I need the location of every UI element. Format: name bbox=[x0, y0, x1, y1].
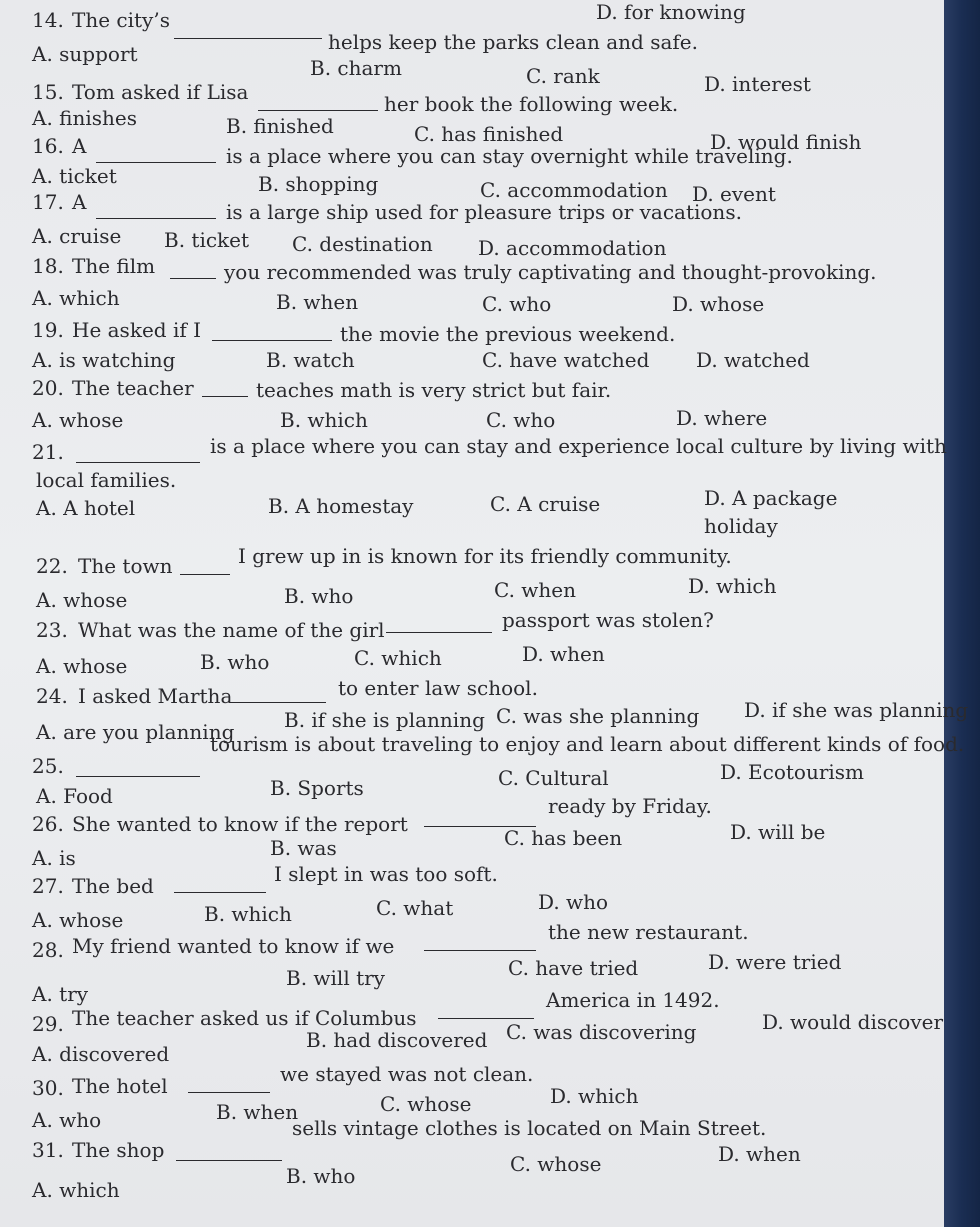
question-number: 23. bbox=[36, 618, 68, 642]
question-number: 25. bbox=[32, 754, 64, 778]
option-c[interactable]: C. accommodation bbox=[480, 178, 668, 202]
option-c[interactable]: C. have tried bbox=[508, 956, 639, 980]
question-number: 24. bbox=[36, 684, 68, 708]
question-text-before: What was the name of the girl bbox=[78, 618, 385, 642]
question-number: 26. bbox=[32, 812, 64, 836]
question-text-after: is a large ship used for pleasure trips or vacations. bbox=[226, 200, 742, 224]
question-text-before: The bed bbox=[72, 874, 154, 898]
option-b[interactable]: B. charm bbox=[310, 56, 402, 80]
option-d[interactable]: D. will be bbox=[730, 820, 826, 844]
question-number: 31. bbox=[32, 1138, 64, 1162]
option-c[interactable]: C. has been bbox=[504, 826, 623, 850]
question-number: 28. bbox=[32, 938, 64, 962]
question-number: 16. bbox=[32, 134, 64, 158]
question-number: 14. bbox=[32, 8, 64, 32]
answer-blank[interactable] bbox=[174, 22, 322, 42]
question-number: 29. bbox=[32, 1012, 64, 1036]
question-text-before: Tom asked if Lisa bbox=[72, 80, 249, 104]
question-text-after: is a place where you can stay overnight while traveling. bbox=[226, 144, 793, 168]
option-a[interactable]: A. Food bbox=[36, 784, 113, 808]
option-a[interactable]: A. who bbox=[32, 1108, 102, 1132]
option-a[interactable]: A. whose bbox=[32, 408, 124, 432]
option-c[interactable]: C. who bbox=[486, 408, 556, 432]
question-text-before: My friend wanted to know if we bbox=[72, 934, 395, 958]
question-text-after: we stayed was not clean. bbox=[280, 1062, 534, 1086]
question-text-before: The film bbox=[72, 254, 156, 278]
option-c[interactable]: C. when bbox=[494, 578, 577, 602]
option-b[interactable]: B. who bbox=[284, 584, 354, 608]
question-text-after: to enter law school. bbox=[338, 676, 538, 700]
answer-blank[interactable] bbox=[76, 446, 200, 466]
option-c[interactable]: C. what bbox=[376, 896, 454, 920]
option-d[interactable]: D. would finish bbox=[710, 130, 862, 154]
answer-blank[interactable] bbox=[438, 1002, 534, 1022]
option-a[interactable]: A. is bbox=[32, 846, 76, 870]
answer-blank[interactable] bbox=[386, 616, 492, 636]
question-number: 15. bbox=[32, 80, 64, 104]
option-b[interactable]: B. when bbox=[276, 290, 359, 314]
option-a[interactable]: A. is watching bbox=[32, 348, 176, 372]
question-text-before: The town bbox=[78, 554, 173, 578]
question-number: 30. bbox=[32, 1076, 64, 1100]
option-a[interactable]: A. finishes bbox=[32, 106, 138, 130]
answer-blank[interactable] bbox=[176, 1144, 282, 1164]
option-d[interactable]: D. Ecotourism bbox=[720, 760, 865, 784]
option-a[interactable]: A. whose bbox=[36, 654, 128, 678]
question-text-after: tourism is about traveling to enjoy and learn about different kinds of food. bbox=[210, 732, 965, 756]
option-d[interactable]: D. interest bbox=[704, 72, 811, 96]
answer-blank[interactable] bbox=[96, 202, 216, 222]
answer-blank[interactable] bbox=[76, 760, 200, 780]
option-d[interactable]: D. accommodation bbox=[478, 236, 667, 260]
question-text-before: She wanted to know if the report bbox=[72, 812, 408, 836]
option-b[interactable]: B. who bbox=[286, 1164, 356, 1188]
option-d[interactable]: D. if she was planning bbox=[744, 698, 969, 722]
question-text-after: is a place where you can stay and experience local culture by living with bbox=[210, 434, 947, 458]
option-b[interactable]: B. will try bbox=[286, 966, 385, 990]
option-d[interactable]: D. were tried bbox=[708, 950, 842, 974]
question-number: 17. bbox=[32, 190, 64, 214]
question-text-after: her book the following week. bbox=[384, 92, 679, 116]
option-c[interactable]: C. rank bbox=[526, 64, 600, 88]
option-b[interactable]: B. watch bbox=[266, 348, 355, 372]
option-b[interactable]: B. if she is planning bbox=[284, 708, 485, 732]
question-text-after: ready by Friday. bbox=[548, 794, 712, 818]
option-c[interactable]: C. whose bbox=[510, 1152, 602, 1176]
option-b[interactable]: B. which bbox=[204, 902, 292, 926]
answer-blank[interactable] bbox=[170, 262, 216, 282]
option-d[interactable]: D. event bbox=[692, 182, 776, 206]
answer-blank[interactable] bbox=[212, 324, 332, 344]
option-b[interactable]: B. had discovered bbox=[306, 1028, 488, 1052]
option-d[interactable]: D. when bbox=[718, 1142, 801, 1166]
option-c[interactable]: C. whose bbox=[380, 1092, 472, 1116]
option-b[interactable]: B. finished bbox=[226, 114, 334, 138]
option-a[interactable]: A. A hotel bbox=[36, 496, 136, 520]
option-d[interactable]: D. where bbox=[676, 406, 768, 430]
option-a[interactable]: A. are you planning bbox=[36, 720, 235, 744]
option-b[interactable]: B. which bbox=[280, 408, 368, 432]
option-c[interactable]: C. was she planning bbox=[496, 704, 700, 728]
option-d-continued: holiday bbox=[704, 514, 778, 538]
question-text-after: America in 1492. bbox=[546, 988, 720, 1012]
option-a[interactable]: A. whose bbox=[36, 588, 128, 612]
question-text-before: The teacher bbox=[72, 376, 194, 400]
answer-blank[interactable] bbox=[202, 380, 248, 400]
option-a[interactable]: A. whose bbox=[32, 908, 124, 932]
question-number: 27. bbox=[32, 874, 64, 898]
option-d[interactable]: D. who bbox=[538, 890, 609, 914]
option-a[interactable]: A. support bbox=[32, 42, 138, 66]
question-text-after: you recommended was truly captivating and thought-provoking. bbox=[224, 260, 877, 284]
answer-blank[interactable] bbox=[174, 876, 266, 896]
question-number: 22. bbox=[36, 554, 68, 578]
answer-blank[interactable] bbox=[230, 686, 326, 706]
question-text-after: I slept in was too soft. bbox=[274, 862, 498, 886]
background-edge bbox=[944, 0, 980, 1227]
question-text-before: A bbox=[72, 190, 87, 214]
option-b[interactable]: B. ticket bbox=[164, 228, 250, 252]
option-b[interactable]: B. who bbox=[200, 650, 270, 674]
option-c[interactable]: C. A cruise bbox=[490, 492, 601, 516]
option-c[interactable]: C. was discovering bbox=[506, 1020, 697, 1044]
option-c[interactable]: C. have watched bbox=[482, 348, 650, 372]
option-c[interactable]: C. has finished bbox=[414, 122, 564, 146]
option-a[interactable]: A. try bbox=[32, 982, 89, 1006]
option-d[interactable]: D. whose bbox=[672, 292, 765, 316]
answer-blank[interactable] bbox=[96, 146, 216, 166]
option-d[interactable]: D. when bbox=[522, 642, 605, 666]
question-text-before: A bbox=[72, 134, 87, 158]
question-text-before: The shop bbox=[72, 1138, 165, 1162]
question-number: 19. bbox=[32, 318, 64, 342]
option-c[interactable]: C. destination bbox=[292, 232, 433, 256]
partial-option-top: D. for knowing bbox=[596, 0, 746, 24]
question-number: 21. bbox=[32, 440, 64, 464]
option-b[interactable]: B. A homestay bbox=[268, 494, 414, 518]
question-text-after: sells vintage clothes is located on Main Street. bbox=[292, 1116, 767, 1140]
option-c[interactable]: C. who bbox=[482, 292, 552, 316]
question-text-before: I asked Martha bbox=[78, 684, 233, 708]
question-text-after: the movie the previous weekend. bbox=[340, 322, 676, 346]
answer-blank[interactable] bbox=[424, 934, 536, 954]
option-a[interactable]: A. which bbox=[32, 286, 120, 310]
option-a[interactable]: A. which bbox=[32, 1178, 120, 1202]
option-d[interactable]: D. which bbox=[688, 574, 777, 598]
option-d[interactable]: D. would discover bbox=[762, 1010, 944, 1034]
question-text-after: I grew up in is known for its friendly community. bbox=[238, 544, 732, 568]
question-text-after: the new restaurant. bbox=[548, 920, 749, 944]
question-number: 20. bbox=[32, 376, 64, 400]
option-d[interactable]: D. A package bbox=[704, 486, 838, 510]
answer-blank[interactable] bbox=[188, 1076, 270, 1096]
question-text-before: He asked if I bbox=[72, 318, 201, 342]
question-text-before: The city’s bbox=[72, 8, 170, 32]
question-text-after: teaches math is very strict but fair. bbox=[256, 378, 612, 402]
option-a[interactable]: A. cruise bbox=[32, 224, 122, 248]
option-d[interactable]: D. watched bbox=[696, 348, 810, 372]
question-text-before: The hotel bbox=[72, 1074, 168, 1098]
option-b[interactable]: B. shopping bbox=[258, 172, 379, 196]
option-c[interactable]: C. Cultural bbox=[498, 766, 609, 790]
question-number: 18. bbox=[32, 254, 64, 278]
option-b[interactable]: B. was bbox=[270, 836, 337, 860]
answer-blank[interactable] bbox=[180, 558, 230, 578]
option-b[interactable]: B. Sports bbox=[270, 776, 364, 800]
question-text-after: passport was stolen? bbox=[502, 608, 714, 632]
option-a[interactable]: A. discovered bbox=[32, 1042, 170, 1066]
question-text-after: helps keep the parks clean and safe. bbox=[328, 30, 698, 54]
option-b[interactable]: B. when bbox=[216, 1100, 299, 1124]
question-text-continued: local families. bbox=[36, 468, 177, 492]
option-c[interactable]: C. which bbox=[354, 646, 442, 670]
option-a[interactable]: A. ticket bbox=[32, 164, 117, 188]
question-text-before: The teacher asked us if Columbus bbox=[72, 1006, 417, 1030]
answer-blank[interactable] bbox=[258, 94, 378, 114]
option-d[interactable]: D. which bbox=[550, 1084, 639, 1108]
